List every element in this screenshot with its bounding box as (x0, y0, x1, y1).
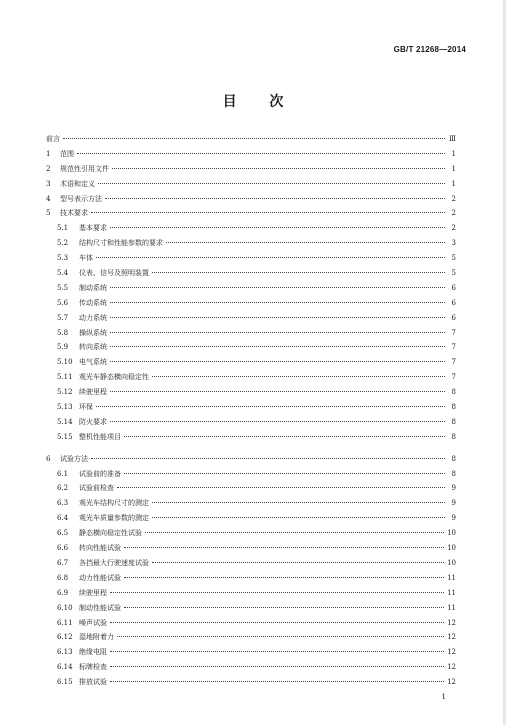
toc-entry-title: 排放试验 (79, 678, 107, 687)
toc-dot-leader (117, 487, 445, 488)
toc-entry-number: 6.10 (57, 603, 73, 612)
toc-entry-page: 8 (451, 469, 456, 478)
toc-dot-leader (152, 502, 445, 503)
toc-entry-page: 10 (447, 558, 456, 567)
toc-entry-title: 操纵系统 (79, 328, 107, 337)
toc-entry[interactable] (46, 415, 456, 430)
toc-entry-title: 观光车质量参数的测定 (79, 514, 149, 523)
toc-dot-leader (110, 227, 445, 228)
toc-dot-leader (105, 198, 445, 199)
toc-entry-number: 6.7 (57, 558, 69, 567)
toc-entry-number: 5.10 (57, 358, 73, 367)
toc-entry[interactable] (46, 385, 456, 400)
toc-entry-page: 7 (451, 373, 456, 382)
toc-section-gap (46, 445, 456, 452)
toc-dot-leader (110, 332, 445, 333)
toc-entry[interactable] (46, 177, 456, 192)
toc-entry-number: 6.1 (57, 469, 69, 478)
toc-dot-leader (124, 607, 444, 608)
toc-entry-page: 7 (451, 343, 456, 352)
toc-entry-title: 湿地附着力 (79, 633, 114, 642)
toc-entry[interactable] (46, 452, 456, 467)
toc-entry-page: 11 (447, 588, 456, 597)
toc-entry[interactable] (46, 296, 456, 311)
toc-entry-title: 前言 (46, 135, 60, 143)
page-title: 目 次 (222, 94, 298, 110)
toc-entry-number: 6.6 (57, 544, 69, 553)
toc-entry[interactable] (46, 162, 456, 177)
toc-entry-number: 5.11 (57, 373, 73, 382)
toc-entry[interactable] (46, 571, 456, 586)
toc-entry-number: 5.14 (57, 417, 73, 426)
toc-entry[interactable] (46, 616, 456, 631)
toc-entry-number: 6.12 (57, 633, 73, 642)
toc-dot-leader (110, 592, 444, 593)
toc-entry-title: 噪声试验 (79, 618, 107, 627)
toc-dot-leader (110, 317, 445, 318)
toc-entry-number: 5.3 (57, 254, 69, 263)
toc-entry[interactable] (46, 660, 456, 675)
toc-entry-page: 12 (447, 678, 456, 687)
toc-dot-leader (91, 212, 445, 213)
toc-entry[interactable] (46, 355, 456, 370)
toc-entry-page: 6 (451, 298, 456, 307)
toc-entry-title: 制动系统 (79, 283, 107, 292)
toc-dot-leader (110, 666, 444, 667)
table-of-contents (46, 132, 456, 690)
toc-dot-leader (124, 436, 445, 437)
toc-entry-title: 电气系统 (79, 358, 107, 367)
toc-entry-title: 续驶里程 (79, 588, 107, 597)
toc-entry-page: Ⅲ (449, 135, 456, 143)
toc-dot-leader (145, 532, 444, 533)
toc-entry-number: 6.14 (57, 663, 73, 672)
toc-entry[interactable] (46, 645, 456, 660)
toc-entry[interactable] (46, 281, 456, 296)
toc-dot-leader (98, 183, 445, 184)
toc-entry-title: 制动性能试验 (79, 603, 121, 612)
toc-entry-number: 4 (46, 194, 51, 203)
toc-dot-leader (110, 346, 445, 347)
toc-entry-page: 7 (451, 358, 456, 367)
toc-entry-title: 术语和定义 (60, 179, 95, 188)
toc-entry[interactable] (46, 556, 456, 571)
toc-entry-title: 传动系统 (79, 298, 107, 307)
toc-entry-page: 2 (451, 194, 456, 203)
toc-entry-title: 技术要求 (60, 209, 88, 218)
page-number: 1 (441, 693, 446, 701)
toc-entry-page: 9 (451, 514, 456, 523)
toc-dot-leader (117, 636, 444, 637)
toc-entry-page: 1 (451, 164, 456, 173)
toc-entry-title: 整机性能项目 (79, 432, 121, 441)
toc-dot-leader (63, 138, 445, 139)
toc-entry-number: 6.3 (57, 499, 69, 508)
toc-entry-title: 仪表、信号及照明装置 (79, 269, 149, 278)
toc-entry-title: 转向系统 (79, 343, 107, 352)
toc-entry[interactable] (46, 675, 456, 690)
toc-entry[interactable] (46, 206, 456, 221)
toc-dot-leader (124, 547, 444, 548)
toc-dot-leader (124, 577, 444, 578)
toc-entry-page: 11 (447, 603, 456, 612)
toc-entry-number: 3 (46, 179, 51, 188)
toc-dot-leader (110, 361, 445, 362)
toc-entry[interactable] (46, 192, 456, 207)
toc-entry-page: 8 (451, 388, 456, 397)
toc-entry-page: 8 (451, 417, 456, 426)
toc-entry-number: 5.4 (57, 269, 69, 278)
toc-entry-page: 5 (451, 269, 456, 278)
toc-entry-number: 6.11 (57, 618, 73, 627)
toc-entry-number: 2 (46, 164, 51, 173)
toc-entry-page: 12 (447, 663, 456, 672)
toc-entry-number: 5.8 (57, 328, 69, 337)
toc-entry-page: 1 (451, 149, 456, 158)
toc-entry-number: 5.9 (57, 343, 69, 352)
toc-entry[interactable] (46, 601, 456, 616)
toc-entry[interactable] (46, 236, 456, 251)
toc-entry-page: 9 (451, 499, 456, 508)
toc-dot-leader (110, 302, 445, 303)
toc-entry-title: 绝缘电阻 (79, 648, 107, 657)
toc-entry-title: 观光车结构尺寸的测定 (79, 499, 149, 508)
toc-entry[interactable] (46, 526, 456, 541)
toc-dot-leader (91, 458, 445, 459)
toc-entry-page: 12 (447, 648, 456, 657)
toc-entry-number: 5.7 (57, 313, 69, 322)
toc-dot-leader (110, 681, 444, 682)
toc-entry[interactable] (46, 147, 456, 162)
toc-entry-number: 5.12 (57, 388, 73, 397)
toc-dot-leader (152, 517, 445, 518)
toc-entry-title: 试验前检查 (79, 484, 114, 493)
toc-entry-page: 12 (447, 633, 456, 642)
toc-dot-leader (110, 391, 445, 392)
toc-dot-leader (96, 257, 445, 258)
toc-entry-number: 6 (46, 454, 51, 463)
toc-entry-number: 5.2 (57, 239, 69, 248)
toc-dot-leader (110, 651, 444, 652)
toc-entry-title: 型号表示方法 (60, 194, 102, 203)
toc-entry-number: 6.15 (57, 678, 73, 687)
toc-entry-title: 各挡最大行驶速度试验 (79, 558, 149, 567)
toc-dot-leader (110, 622, 444, 623)
toc-entry-number: 5.15 (57, 432, 73, 441)
toc-entry-page: 8 (451, 403, 456, 412)
toc-entry[interactable] (46, 586, 456, 601)
toc-dot-leader (96, 406, 445, 407)
toc-entry[interactable] (46, 511, 456, 526)
toc-entry-page: 7 (451, 328, 456, 337)
toc-dot-leader (110, 287, 445, 288)
toc-entry-number: 6.4 (57, 514, 69, 523)
standard-number: GB/T 21268—2014 (393, 45, 466, 54)
toc-entry-number: 5 (46, 209, 51, 218)
toc-entry-title: 基本要求 (79, 224, 107, 233)
toc-entry-title: 续驶里程 (79, 388, 107, 397)
toc-entry-page: 6 (451, 313, 456, 322)
toc-dot-leader (112, 168, 445, 169)
toc-entry-title: 标牌检查 (79, 663, 107, 672)
toc-entry-page: 9 (451, 484, 456, 493)
toc-entry-number: 6.2 (57, 484, 69, 493)
toc-entry-page: 3 (451, 239, 456, 248)
toc-entry[interactable] (46, 370, 456, 385)
toc-dot-leader (77, 153, 445, 154)
toc-entry-page: 2 (451, 224, 456, 233)
toc-entry-number: 6.9 (57, 588, 69, 597)
toc-entry-number: 1 (46, 149, 51, 158)
toc-dot-leader (124, 473, 445, 474)
toc-entry-page: 11 (447, 573, 456, 582)
toc-entry-title: 静态横向稳定性试验 (79, 529, 142, 538)
toc-entry-title: 防火要求 (79, 417, 107, 426)
toc-entry-number: 5.13 (57, 403, 73, 412)
toc-entry-number: 6.13 (57, 648, 73, 657)
toc-entry-page: 12 (447, 618, 456, 627)
toc-entry-page: 8 (451, 454, 456, 463)
toc-entry-page: 10 (447, 544, 456, 553)
toc-entry[interactable] (46, 132, 456, 147)
toc-entry[interactable] (46, 221, 456, 236)
toc-entry-page: 1 (451, 179, 456, 188)
toc-entry-page: 5 (451, 254, 456, 263)
toc-entry-page: 8 (451, 432, 456, 441)
toc-entry-number: 6.8 (57, 573, 69, 582)
toc-entry-number: 5.5 (57, 283, 69, 292)
toc-entry-title: 观光车静态横向稳定性 (79, 373, 149, 382)
toc-dot-leader (110, 421, 445, 422)
toc-entry[interactable] (46, 311, 456, 326)
toc-entry[interactable] (46, 266, 456, 281)
toc-entry[interactable] (46, 496, 456, 511)
toc-entry-page: 10 (447, 529, 456, 538)
toc-entry[interactable] (46, 251, 456, 266)
toc-entry[interactable] (46, 430, 456, 445)
toc-entry-number: 5.1 (57, 224, 69, 233)
toc-entry-title: 转向性能试验 (79, 544, 121, 553)
toc-entry-title: 环保 (79, 403, 93, 412)
toc-entry-title: 试验前的准备 (79, 469, 121, 478)
toc-entry-title: 范围 (60, 149, 74, 158)
toc-entry-title: 动力系统 (79, 313, 107, 322)
toc-entry-page: 2 (451, 209, 456, 218)
toc-entry[interactable] (46, 467, 456, 482)
toc-entry[interactable] (46, 400, 456, 415)
toc-entry[interactable] (46, 541, 456, 556)
toc-entry-title: 规范性引用文件 (60, 164, 109, 173)
toc-dot-leader (152, 272, 445, 273)
toc-entry[interactable] (46, 481, 456, 496)
toc-dot-leader (152, 376, 445, 377)
toc-entry[interactable] (46, 326, 456, 341)
toc-entry-title: 车体 (79, 254, 93, 263)
toc-entry-page: 6 (451, 283, 456, 292)
toc-entry-number: 6.5 (57, 529, 69, 538)
toc-dot-leader (152, 562, 444, 563)
toc-entry-title: 试验方法 (60, 454, 88, 463)
toc-entry[interactable] (46, 340, 456, 355)
toc-entry-title: 动力性能试验 (79, 573, 121, 582)
toc-entry-title: 结构尺寸和性能参数的要求 (79, 239, 163, 248)
toc-entry[interactable] (46, 630, 456, 645)
toc-entry-number: 5.6 (57, 298, 69, 307)
toc-dot-leader (166, 242, 445, 243)
